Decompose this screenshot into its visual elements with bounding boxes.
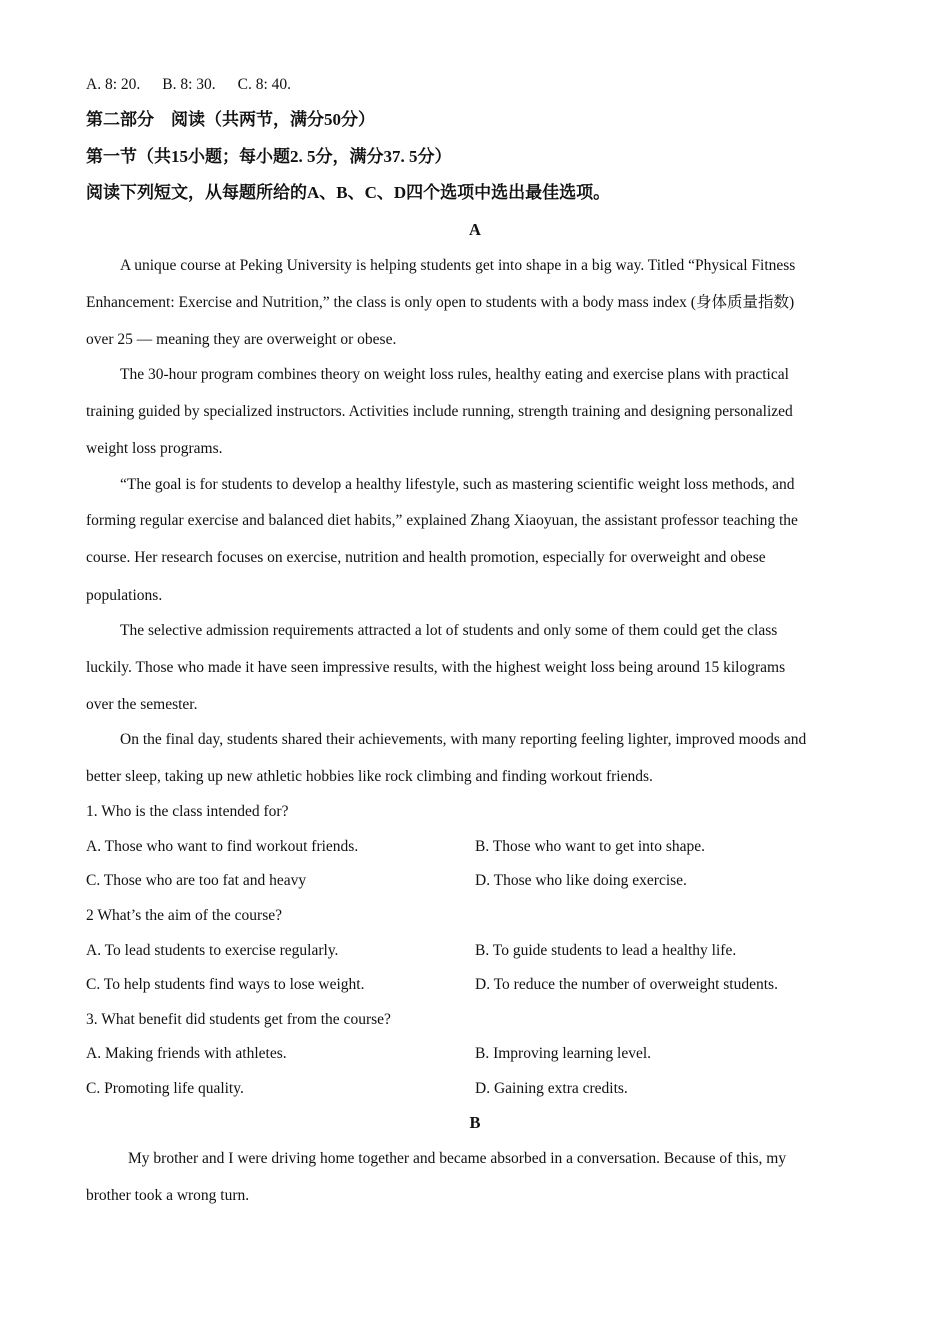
answer-option-d[interactable]: D. To reduce the number of overweight students. <box>475 976 778 993</box>
passage-line: The 30-hour program combines theory on weight loss rules, healthy eating and exercise plans with practical <box>120 366 789 383</box>
answer-option-a[interactable]: A. To lead students to exercise regularly. <box>86 942 339 959</box>
option-c: C. 8: 40. <box>237 76 292 93</box>
passage-line: over 25 — meaning they are overweight or obese. <box>86 331 397 348</box>
passage-line: The selective admission requirements attracted a lot of students and only some of them could get the class <box>120 622 778 639</box>
passage-line: My brother and I were driving home together and became absorbed in a conversation. Because of this, my <box>128 1150 787 1167</box>
passage-line: On the final day, students shared their achievements, with many reporting feeling lighter, improved moods and <box>120 731 807 748</box>
answer-option-b[interactable]: B. Those who want to get into shape. <box>475 838 706 855</box>
passage-line: “The goal is for students to develop a healthy lifestyle, such as mastering scientific weight loss methods, and <box>120 476 795 493</box>
passage-line: brother took a wrong turn. <box>86 1187 250 1204</box>
passage-line: forming regular exercise and balanced diet habits,” explained Zhang Xiaoyuan, the assistant professor teaching the <box>86 512 798 529</box>
answer-option-a[interactable]: A. Those who want to find workout friends. <box>86 838 359 855</box>
passage-line: training guided by specialized instructors. Activities include running, strength training and designing personalized <box>86 403 793 420</box>
option-a: A. 8: 20. <box>86 76 141 93</box>
answer-option-c[interactable]: C. Promoting life quality. <box>86 1080 244 1097</box>
passage-line: better sleep, taking up new athletic hobbies like rock climbing and finding workout friends. <box>86 768 653 785</box>
option-b: B. 8: 30. <box>162 76 216 93</box>
previous-question-options <box>86 75 291 95</box>
question-stem: 2 What’s the aim of the course? <box>86 907 282 924</box>
answer-option-d[interactable]: D. Those who like doing exercise. <box>475 872 687 889</box>
passage-line: A unique course at Peking University is helping students get into shape in a big way. Titled “Physical Fitness <box>120 257 796 274</box>
answer-option-c[interactable]: C. Those who are too fat and heavy <box>86 872 307 889</box>
passage-line: Enhancement: Exercise and Nutrition,” the class is only open to students with a body mass index (身体质量指数) <box>86 294 795 311</box>
answer-option-b[interactable]: B. To guide students to lead a healthy life. <box>475 942 737 959</box>
passage-line: over the semester. <box>86 696 198 713</box>
answer-option-c[interactable]: C. To help students find ways to lose weight. <box>86 976 365 993</box>
section-title: 第一节（共15小题；每小题2. 5分，满分37. 5分） <box>86 147 452 166</box>
answer-option-b[interactable]: B. Improving learning level. <box>475 1045 652 1062</box>
passage-b-label: B <box>469 1113 481 1132</box>
answer-option-a[interactable]: A. Making friends with athletes. <box>86 1045 287 1062</box>
instructions: 阅读下列短文，从每题所给的A、B、C、D四个选项中选出最佳选项。 <box>86 183 611 202</box>
passage-line: course. Her research focuses on exercise, nutrition and health promotion, especially for overweight and obese <box>86 549 766 566</box>
passage-a-label: A <box>469 220 481 239</box>
passage-line: weight loss programs. <box>86 440 223 457</box>
passage-line: populations. <box>86 587 163 604</box>
passage-line: luckily. Those who made it have seen impressive results, with the highest weight loss being around 15 kilograms <box>86 659 786 676</box>
question-stem: 3. What benefit did students get from the course? <box>86 1011 391 1028</box>
question-stem: 1. Who is the class intended for? <box>86 803 289 820</box>
answer-option-d[interactable]: D. Gaining extra credits. <box>475 1080 628 1097</box>
part-title: 第二部分 阅读（共两节，满分50分） <box>86 110 375 129</box>
